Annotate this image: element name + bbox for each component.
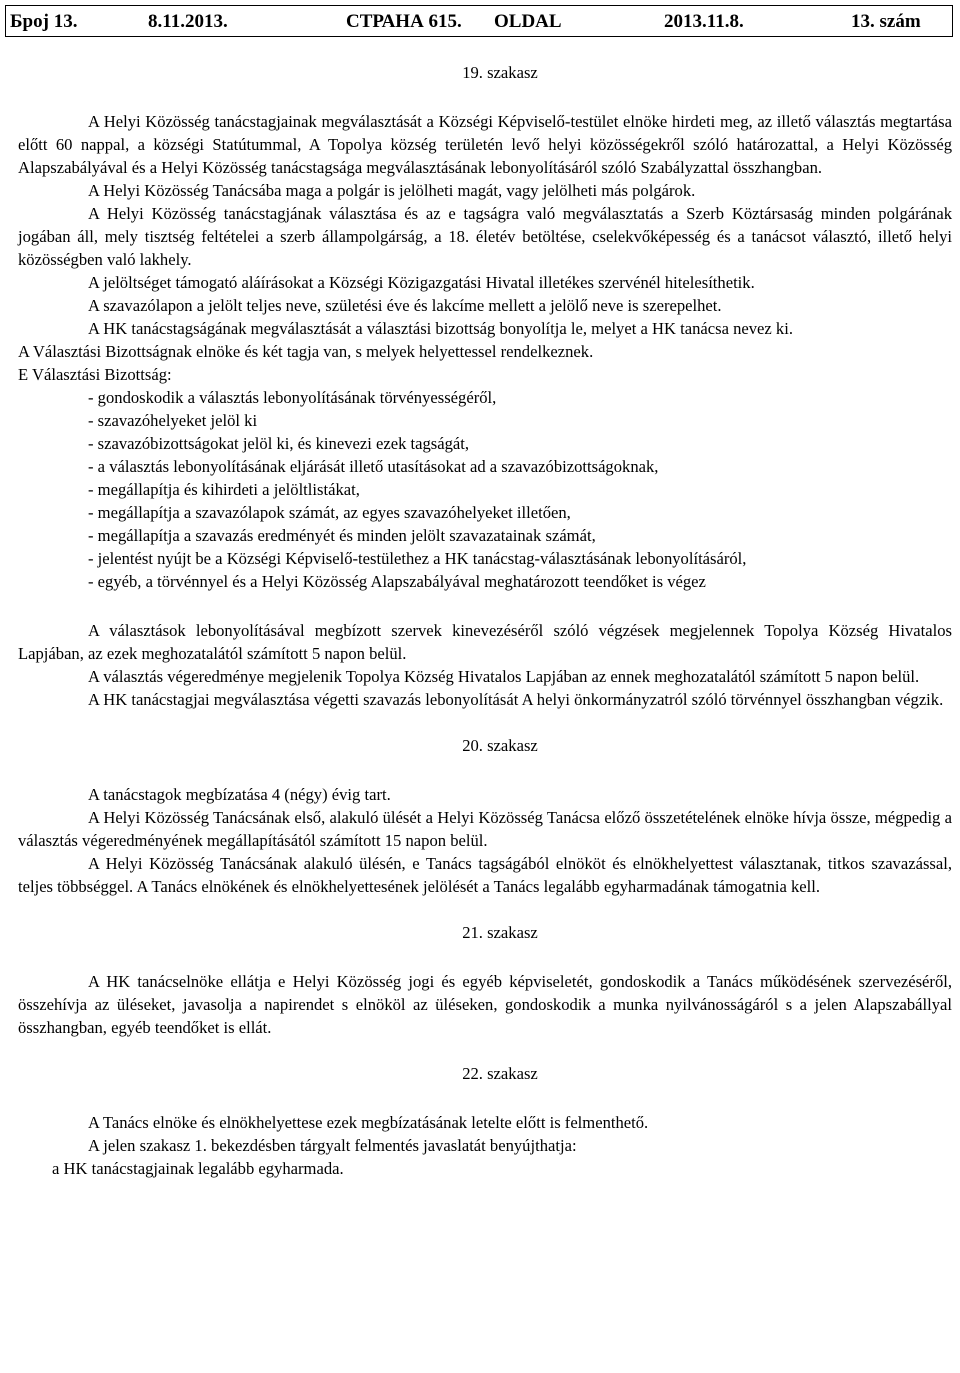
section-19-paragraph-4: A jelöltséget támogató aláírásokat a Községi Közigazgatási Hivatal illetékes szervénél hitelesíthetik. — [88, 273, 755, 292]
page-header — [5, 5, 953, 37]
section-22-paragraph-3: a HK tanácstagjainak legalább egyharmada. — [52, 1159, 344, 1178]
section-20-title: 20. szakasz — [462, 736, 538, 755]
page-label-hungarian: OLDAL — [494, 11, 562, 32]
section-19-paragraph-8: E Választási Bizottság: — [18, 365, 172, 384]
document-body — [18, 61, 952, 1180]
section-19-paragraph-3: A Helyi Közösség tanácstagjának választása és az e tagságra való megválasztatás a Szerb Köztársaság minden polgárának jogában áll, mely tisztség feltételei a szerb állampolgárság, a 18. életév betöltése, cselekvőképesség és a tanácsot választó, illető helyi közösségben való lakhely. — [18, 204, 952, 269]
section-20-paragraph-3: A Helyi Közösség Tanácsának alakuló ülésén, e Tanács tagságából elnököt és elnökhelyettest választanak, titkos szavazással, teljes többséggel. A Tanács elnökének és elnökhelyettesének jelölését a Tanács legalább egyharmadának támogatnia kell. — [18, 854, 952, 896]
section-19-paragraph-9: A választások lebonyolításával megbízott szervek kinevezéséről szóló végzések megjelennek Topolya Község Hivatalos Lapjában, az ezek meghozatalától számított 5 napon belül. — [18, 621, 952, 663]
list-item: - a választás lebonyolításának eljárását illető utasításokat ad a szavazóbizottságoknak, — [88, 457, 659, 476]
section-22-paragraph-2: A jelen szakasz 1. bekezdésben tárgyalt felmentés javaslatát benyújthatja: — [88, 1136, 577, 1155]
list-item: - szavazóhelyeket jelöl ki — [88, 411, 258, 430]
list-item: - megállapítja és kihirdeti a jelöltlistákat, — [88, 480, 360, 499]
section-19-paragraph-7: A Választási Bizottságnak elnöke és két tagja van, s melyek helyettessel rendelkeznek. — [18, 342, 594, 361]
section-19-paragraph-6: A HK tanácstagságának megválasztását a választási bizottság bonyolítja le, melyet a HK tanácsa nevez ki. — [88, 319, 793, 338]
list-item: - szavazóbizottságokat jelöl ki, és kinevezi ezek tagságát, — [88, 434, 470, 453]
section-22-title: 22. szakasz — [462, 1064, 538, 1083]
section-19-paragraph-10: A választás végeredménye megjelenik Topolya Község Hivatalos Lapjában az ennek meghozatalától számított 5 napon belül. — [88, 667, 920, 686]
issue-number-serbian: Број 13. — [10, 11, 78, 32]
section-19-paragraph-11: A HK tanácstagjai megválasztása végetti szavazás lebonyolítását A helyi önkormányzatról szóló törvénnyel összhangban végzik. — [88, 690, 944, 709]
list-item: - megállapítja a szavazás eredményét és minden jelölt szavazatainak számát, — [88, 526, 596, 545]
date-serbian: 8.11.2013. — [148, 11, 228, 32]
section-20-paragraph-2: A Helyi Közösség Tanácsának első, alakuló ülését a Helyi Közösség Tanácsa előző összetételének elnöke hívja össze, mégpedig a választás végeredményének megállapításától számított 15 napon belül. — [18, 808, 952, 850]
issue-number-hungarian: 13. szám — [851, 11, 921, 32]
list-item: - jelentést nyújt be a Községi Képviselő-testülethez a HK tanácstag-választásának lebonyolításáról, — [88, 549, 747, 568]
list-item: - egyéb, a törvénnyel és a Helyi Közösség Alapszabályával meghatározott teendőket is végez — [88, 572, 706, 591]
section-22-paragraph-1: A Tanács elnöke és elnökhelyettese ezek megbízatásának letelte előtt is felmenthető. — [88, 1113, 649, 1132]
section-19-paragraph-5: A szavazólapon a jelölt teljes neve, születési éve és lakcíme mellett a jelölő neve is szerepelhet. — [88, 296, 722, 315]
section-19-paragraph-1: A Helyi Közösség tanácstagjainak megválasztását a Községi Képviselő-testület elnöke hirdeti meg, az illető választás megtartása előtt 60 nappal, a községi Statútummal, A Topolya község területén levő helyi közösségekről szóló határozattal, a Helyi Közösség Alapszabályával és a Helyi Közösség tanácstagsága megválasztásának lebonyolításáról szóló Szabályzattal összhangban. — [18, 112, 952, 177]
section-20-paragraph-1: A tanácstagok megbízatása 4 (négy) évig tart. — [88, 785, 391, 804]
section-21-title: 21. szakasz — [462, 923, 538, 942]
date-hungarian: 2013.11.8. — [664, 11, 744, 32]
page-number-serbian: СТРАНА 615. — [346, 11, 462, 32]
list-item: - megállapítja a szavazólapok számát, az egyes szavazóhelyeket illetően, — [88, 503, 571, 522]
list-item: - gondoskodik a választás lebonyolításának törvényességéről, — [88, 388, 497, 407]
section-19-paragraph-2: A Helyi Közösség Tanácsába maga a polgár is jelölheti magát, vagy jelölheti más polgárok. — [88, 181, 696, 200]
section-19-title: 19. szakasz — [462, 63, 538, 82]
section-21-paragraph-1: A HK tanácselnöke ellátja e Helyi Közösség jogi és egyéb képviseletét, gondoskodik a Tanács működésének szervezéséről, összehívja az üléseket, javasolja a napirendet s elnököl az üléseken, gondoskodik a munka nyilvánosságáról s a jelen Alapszabállyal összhangban, egyéb teendőket is ellát. — [18, 972, 952, 1037]
